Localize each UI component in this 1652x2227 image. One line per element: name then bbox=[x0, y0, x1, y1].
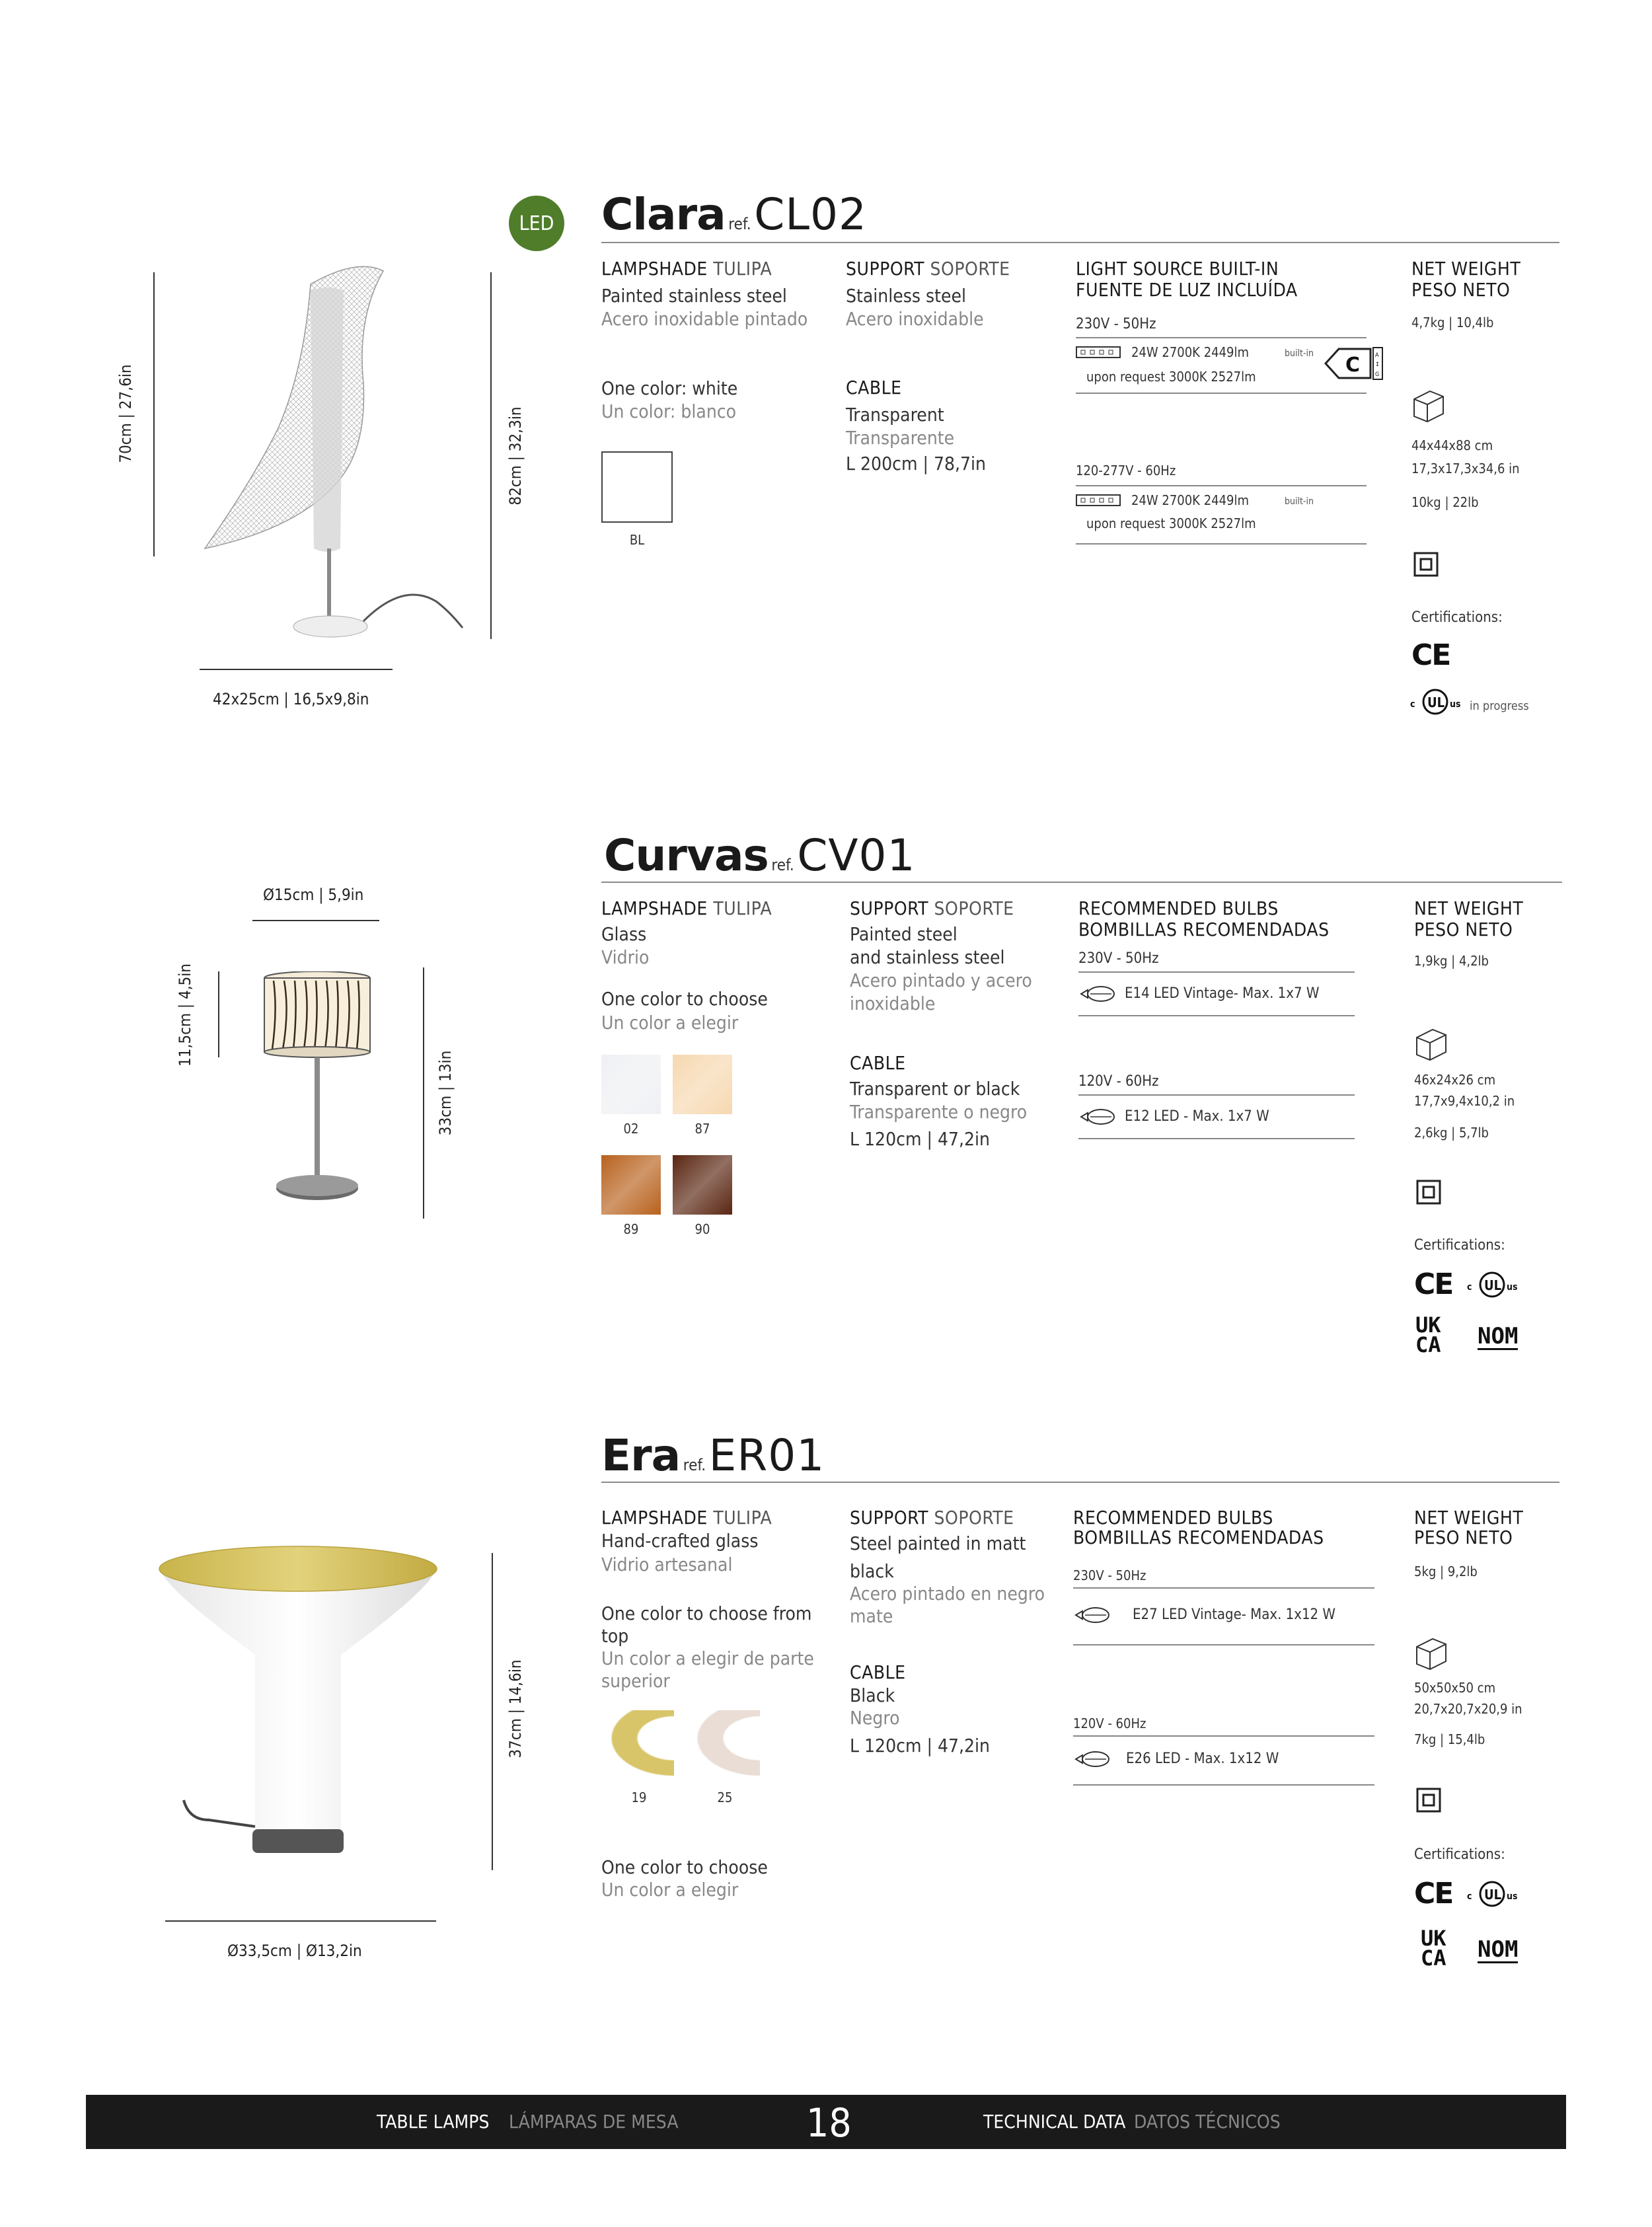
lampshade-material-es: Vidrio bbox=[601, 946, 650, 968]
ul-mark-icon bbox=[1410, 687, 1463, 716]
color-info-es: Un color: blanco bbox=[601, 400, 737, 422]
color-swatch bbox=[673, 1155, 732, 1215]
ce-mark-icon: CE bbox=[1414, 1267, 1453, 1301]
swatch-code: BL bbox=[629, 532, 645, 548]
support-material: Steel painted in matt bbox=[850, 1532, 1026, 1554]
footer-bar bbox=[86, 2095, 1566, 2149]
net-weight-label-es: PESO NETO bbox=[1414, 1527, 1513, 1548]
svg-text:UL: UL bbox=[1484, 1277, 1502, 1293]
dimension-width: 42x25cm | 16,5x9,8in bbox=[213, 690, 369, 708]
led-badge bbox=[509, 196, 564, 251]
product-title-curvas bbox=[604, 830, 916, 881]
height-line bbox=[423, 967, 424, 1219]
box-dimensions: 46x24x26 cm bbox=[1414, 1072, 1496, 1088]
net-weight-label: NET WEIGHT bbox=[1414, 897, 1524, 919]
divider bbox=[1073, 1735, 1374, 1737]
support-material: Stainless steel bbox=[846, 285, 967, 307]
dimension-height: 37cm | 14,6in bbox=[506, 1659, 525, 1758]
dimension-height: 33cm | 13in bbox=[436, 1050, 455, 1136]
support-material-2: and stainless steel bbox=[850, 946, 1005, 968]
light-source-label-es: FUENTE DE LUZ INCLUÍDA bbox=[1076, 279, 1298, 301]
voltage-230: 230V - 50Hz bbox=[1076, 316, 1156, 332]
certifications-label: Certifications: bbox=[1414, 1237, 1505, 1254]
bulb-230: E27 LED Vintage- Max. 1x12 W bbox=[1133, 1606, 1336, 1623]
cable-label: CABLE bbox=[850, 1052, 906, 1074]
led-spec-230: 24W 2700K 2449lm bbox=[1131, 344, 1249, 360]
color-swatch bbox=[690, 1710, 760, 1780]
height-line-right bbox=[490, 272, 492, 639]
dimension-shade-height: 11,5cm | 4,5in bbox=[176, 963, 194, 1067]
top-diameter-line bbox=[252, 920, 379, 921]
color-info-2: top bbox=[601, 1625, 629, 1647]
footer-technical: TECHNICAL DATA bbox=[983, 2111, 1126, 2133]
svg-text:G: G bbox=[1375, 371, 1380, 378]
bulbs-label-es: BOMBILLAS RECOMENDADAS bbox=[1078, 919, 1330, 940]
color-swatch bbox=[673, 1055, 732, 1114]
cable-material: Black bbox=[850, 1684, 895, 1706]
svg-text:us: us bbox=[1450, 699, 1461, 710]
lampshade-label: LAMPSHADE TULIPA bbox=[601, 258, 772, 280]
cable-length: L 120cm | 47,2in bbox=[850, 1128, 991, 1150]
swatch-code: 90 bbox=[695, 1221, 710, 1237]
dimension-height-right: 82cm | 32,3in bbox=[506, 406, 525, 506]
voltage-120-277: 120-277V - 60Hz bbox=[1076, 463, 1176, 478]
support-label: SUPPORT SOPORTE bbox=[846, 258, 1010, 280]
built-in-note: built-in bbox=[1285, 496, 1314, 507]
shade-height-line bbox=[218, 971, 219, 1057]
product-code: CV01 bbox=[797, 830, 916, 881]
color-info: One color to choose from bbox=[601, 1603, 812, 1624]
support-material-es: Acero inoxidable bbox=[846, 308, 984, 330]
voltage-120: 120V - 60Hz bbox=[1078, 1073, 1159, 1090]
lampshade-material: Glass bbox=[601, 923, 647, 945]
swatch-code: 89 bbox=[623, 1221, 639, 1237]
ce-mark-icon: CE bbox=[1411, 638, 1450, 672]
support-material-2: black bbox=[850, 1560, 894, 1582]
led-badge-label: LED bbox=[519, 211, 554, 235]
box-icon bbox=[1413, 1635, 1450, 1673]
double-insulation-icon bbox=[1413, 551, 1439, 578]
bulb-120: E12 LED - Max. 1x7 W bbox=[1125, 1108, 1269, 1125]
svg-text:UL: UL bbox=[1484, 1887, 1502, 1903]
swatch-code: 25 bbox=[717, 1790, 733, 1805]
certifications-label: Certifications: bbox=[1414, 1846, 1505, 1863]
bulbs-label: RECOMMENDED BULBS bbox=[1078, 897, 1279, 919]
title-rule bbox=[601, 242, 1559, 243]
upon-request-120: upon request 3000K 2527lm bbox=[1086, 515, 1256, 531]
net-weight-label-es: PESO NETO bbox=[1411, 279, 1511, 301]
cable-material-es: Negro bbox=[850, 1707, 900, 1729]
ref-label: ref. bbox=[771, 856, 794, 874]
swatch-code: 19 bbox=[631, 1790, 647, 1805]
net-weight-value: 4,7kg | 10,4lb bbox=[1411, 315, 1494, 330]
footer-technical-es: DATOS TÉCNICOS bbox=[1134, 2111, 1281, 2133]
support-label: SUPPORT SOPORTE bbox=[850, 897, 1014, 919]
divider bbox=[1078, 1094, 1355, 1096]
cable-label: CABLE bbox=[850, 1661, 906, 1683]
box-icon bbox=[1410, 387, 1447, 426]
led-spec-120: 24W 2700K 2449lm bbox=[1131, 492, 1249, 508]
dimension-top-diameter: Ø15cm | 5,9in bbox=[263, 886, 364, 904]
box-dimensions-in: 17,7x9,4x10,2 in bbox=[1414, 1093, 1515, 1109]
svg-text:UL: UL bbox=[1427, 695, 1445, 710]
product-code: ER01 bbox=[708, 1430, 825, 1481]
support-material: Painted steel bbox=[850, 923, 957, 945]
lampshade-material: Painted stainless steel bbox=[601, 285, 787, 307]
color-info-base-es: Un color a elegir bbox=[601, 1879, 739, 1901]
lampshade-label: LAMPSHADE TULIPA bbox=[601, 1507, 772, 1529]
net-weight-label: NET WEIGHT bbox=[1411, 258, 1521, 280]
width-line bbox=[165, 1920, 436, 1922]
height-line-left bbox=[153, 272, 155, 556]
divider bbox=[1078, 1138, 1355, 1139]
svg-text:c: c bbox=[1467, 1282, 1472, 1293]
ref-label: ref. bbox=[728, 215, 751, 233]
width-line bbox=[200, 669, 393, 670]
net-weight-value: 5kg | 9,2lb bbox=[1414, 1564, 1478, 1579]
ref-label: ref. bbox=[683, 1456, 706, 1474]
dimension-width: Ø33,5cm | Ø13,2in bbox=[227, 1942, 362, 1960]
net-weight-value: 1,9kg | 4,2lb bbox=[1414, 953, 1489, 969]
certifications-label: Certifications: bbox=[1411, 609, 1503, 626]
swatch-code: 87 bbox=[695, 1121, 710, 1137]
product-name: Curvas bbox=[604, 830, 769, 881]
voltage-230: 230V - 50Hz bbox=[1078, 950, 1159, 967]
svg-text:c: c bbox=[1410, 699, 1415, 710]
box-icon bbox=[1413, 1026, 1450, 1064]
svg-text:A: A bbox=[1375, 352, 1379, 359]
curvas-lamp-image bbox=[258, 971, 377, 1204]
product-name: Clara bbox=[601, 189, 726, 240]
clara-lamp-image bbox=[185, 264, 476, 648]
bulb-230: E14 LED Vintage- Max. 1x7 W bbox=[1125, 985, 1320, 1002]
color-swatch bbox=[601, 1055, 661, 1114]
net-weight-label-es: PESO NETO bbox=[1414, 919, 1513, 940]
nom-mark-icon: NOM bbox=[1478, 1936, 1519, 1963]
divider bbox=[1073, 1784, 1374, 1786]
cable-label: CABLE bbox=[846, 377, 902, 398]
ul-mark-icon bbox=[1467, 1270, 1520, 1299]
voltage-230: 230V - 50Hz bbox=[1073, 1567, 1146, 1583]
energy-label-icon bbox=[1324, 345, 1385, 382]
support-label: SUPPORT SOPORTE bbox=[850, 1507, 1014, 1529]
divider bbox=[1078, 1015, 1355, 1016]
divider bbox=[1076, 393, 1367, 394]
box-dimensions: 44x44x88 cm bbox=[1411, 437, 1493, 453]
height-line bbox=[492, 1553, 493, 1870]
lampshade-label: LAMPSHADE TULIPA bbox=[601, 897, 772, 919]
title-rule bbox=[601, 882, 1562, 883]
cable-material: Transparent bbox=[846, 404, 944, 426]
divider bbox=[1078, 971, 1355, 973]
svg-text:↕: ↕ bbox=[1375, 361, 1380, 368]
bulbs-label: RECOMMENDED BULBS bbox=[1073, 1507, 1273, 1529]
page-number: 18 bbox=[806, 2100, 852, 2146]
cable-length: L 120cm | 47,2in bbox=[850, 1735, 991, 1756]
ul-mark-icon bbox=[1467, 1879, 1520, 1908]
bulbs-label-es: BOMBILLAS RECOMENDADAS bbox=[1073, 1527, 1324, 1548]
footer-section: TABLE LAMPS bbox=[377, 2111, 490, 2133]
cable-material-es: Transparente bbox=[846, 427, 955, 449]
divider bbox=[1073, 1644, 1374, 1645]
lampshade-material-es: Acero inoxidable pintado bbox=[601, 308, 808, 330]
ukca-mark-icon: UK CA bbox=[1415, 1312, 1441, 1357]
led-strip-icon bbox=[1076, 493, 1122, 508]
bulb-icon bbox=[1078, 985, 1118, 1003]
cable-material-es: Transparente o negro bbox=[850, 1101, 1028, 1123]
color-info-es: Un color a elegir de parte bbox=[601, 1647, 814, 1669]
product-name: Era bbox=[601, 1430, 681, 1481]
box-dimensions: 50x50x50 cm bbox=[1414, 1680, 1496, 1696]
nom-mark-icon: NOM bbox=[1478, 1323, 1519, 1349]
swatch-code: 02 bbox=[623, 1121, 639, 1137]
bulb-icon bbox=[1078, 1108, 1118, 1126]
bulb-icon bbox=[1073, 1606, 1113, 1624]
support-material-es: Acero pintado en negro bbox=[850, 1583, 1045, 1604]
box-dimensions-in: 17,3x17,3x34,6 in bbox=[1411, 461, 1520, 476]
net-weight-label: NET WEIGHT bbox=[1414, 1507, 1524, 1529]
color-info-base: One color to choose bbox=[601, 1856, 768, 1878]
cable-length: L 200cm | 78,7in bbox=[846, 453, 987, 474]
product-title-clara bbox=[601, 189, 867, 240]
color-info: One color: white bbox=[601, 377, 738, 399]
era-lamp-image bbox=[156, 1542, 440, 1866]
box-weight: 7kg | 15,4lb bbox=[1414, 1731, 1485, 1747]
voltage-120: 120V - 60Hz bbox=[1073, 1716, 1146, 1731]
svg-text:us: us bbox=[1507, 1282, 1518, 1293]
support-material-es-2: inoxidable bbox=[850, 993, 936, 1014]
product-code: CL02 bbox=[754, 189, 868, 240]
light-source-label: LIGHT SOURCE BUILT-IN bbox=[1076, 258, 1279, 280]
color-swatch bbox=[604, 1710, 674, 1780]
ukca-mark-icon: UK CA bbox=[1421, 1926, 1446, 1971]
color-swatch-white bbox=[601, 451, 673, 523]
bulb-120: E26 LED - Max. 1x12 W bbox=[1126, 1751, 1279, 1767]
product-title-era bbox=[601, 1430, 825, 1481]
ce-mark-icon: CE bbox=[1414, 1877, 1453, 1910]
double-insulation-icon bbox=[1415, 1179, 1442, 1205]
footer-section-es: LÁMPARAS DE MESA bbox=[509, 2111, 679, 2133]
color-info-es-2: superior bbox=[601, 1670, 670, 1692]
divider bbox=[1073, 1587, 1374, 1589]
box-dimensions-in: 20,7x20,7x20,9 in bbox=[1414, 1701, 1522, 1717]
box-weight: 10kg | 22lb bbox=[1411, 494, 1479, 510]
color-info-es: Un color a elegir bbox=[601, 1012, 739, 1034]
support-material-es: Acero pintado y acero bbox=[850, 969, 1032, 991]
divider bbox=[1076, 337, 1367, 338]
svg-text:us: us bbox=[1507, 1891, 1518, 1902]
support-material-es-2: mate bbox=[850, 1605, 893, 1627]
svg-text:C: C bbox=[1345, 354, 1361, 377]
double-insulation-icon bbox=[1415, 1787, 1442, 1813]
lampshade-material: Hand-crafted glass bbox=[601, 1530, 759, 1552]
upon-request-230: upon request 3000K 2527lm bbox=[1086, 369, 1256, 385]
color-info: One color to choose bbox=[601, 988, 768, 1010]
built-in-note: built-in bbox=[1285, 348, 1314, 359]
divider bbox=[1076, 485, 1367, 486]
led-strip-icon bbox=[1076, 345, 1122, 359]
cable-material: Transparent or black bbox=[850, 1078, 1020, 1100]
ul-progress-note: in progress bbox=[1470, 699, 1529, 713]
divider bbox=[1076, 543, 1367, 545]
svg-text:c: c bbox=[1467, 1891, 1472, 1902]
box-weight: 2,6kg | 5,7lb bbox=[1414, 1125, 1489, 1141]
color-swatch bbox=[601, 1155, 661, 1215]
bulb-icon bbox=[1073, 1750, 1113, 1768]
title-rule bbox=[601, 1482, 1559, 1483]
dimension-height-left: 70cm | 27,6in bbox=[116, 364, 135, 463]
lampshade-material-es: Vidrio artesanal bbox=[601, 1554, 733, 1575]
